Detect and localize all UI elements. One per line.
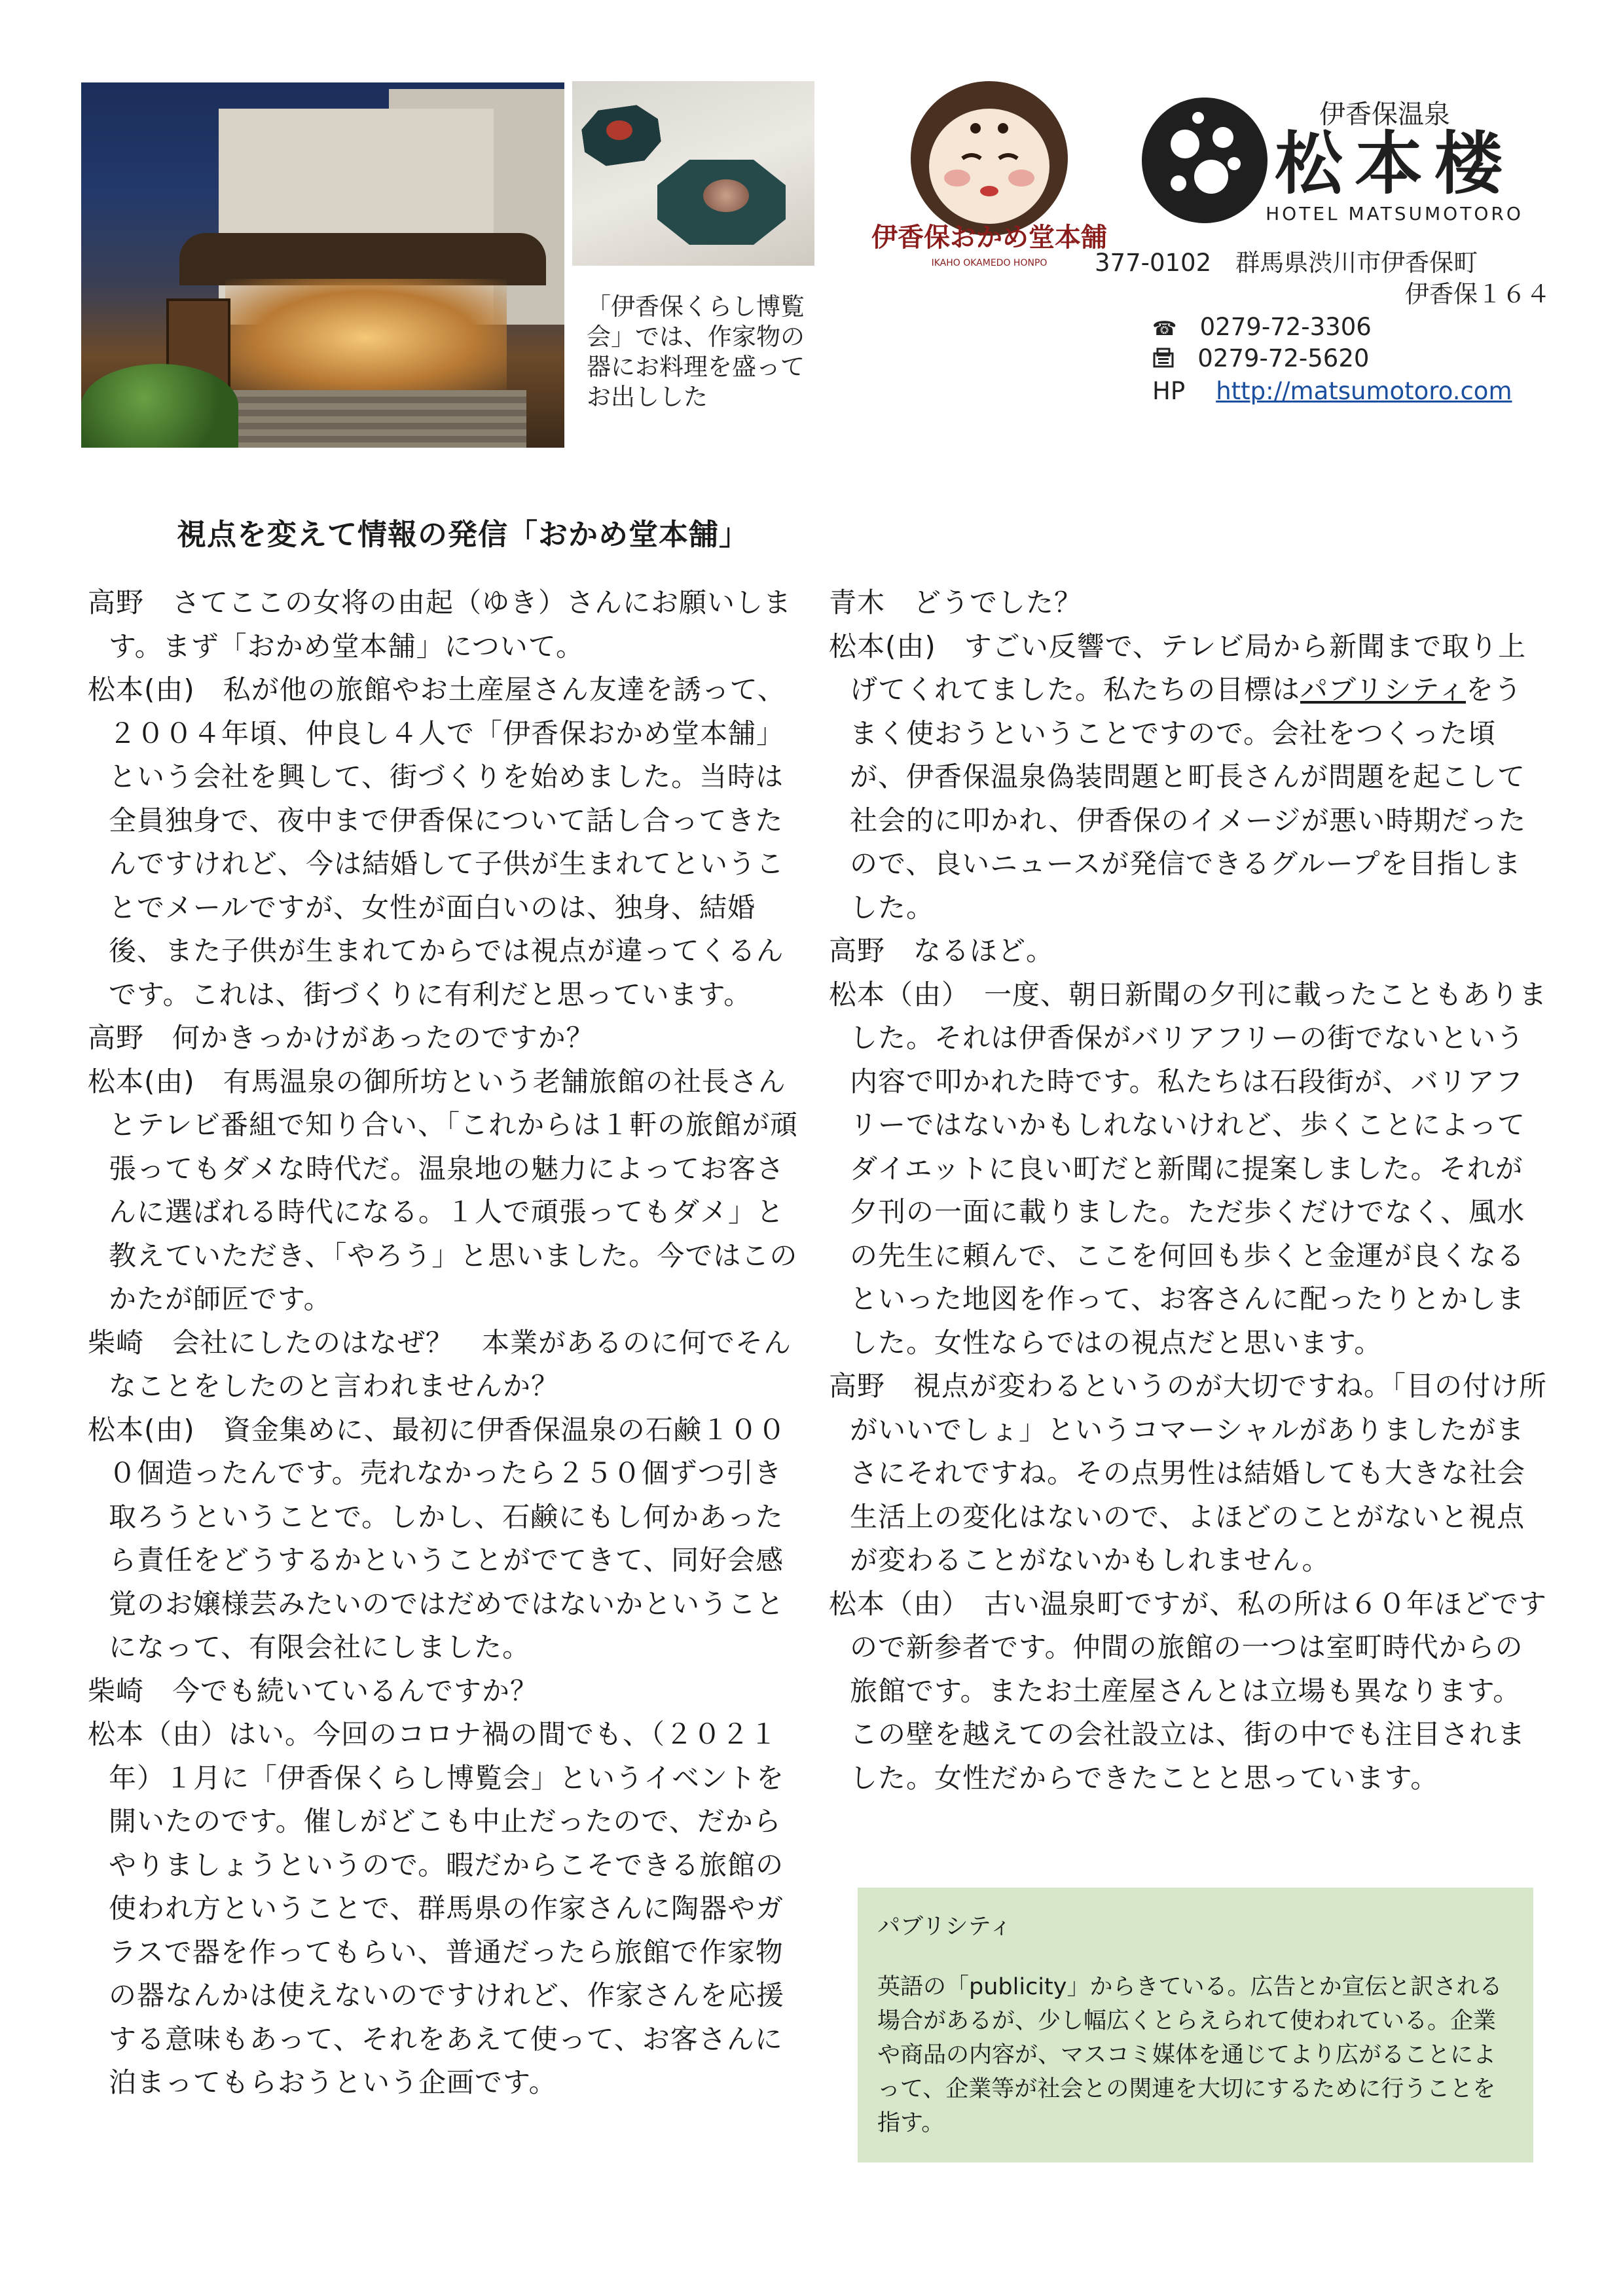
- glossary-note: [858, 1888, 1533, 2162]
- paragraph: 高野 なるほど。: [829, 935, 1055, 967]
- note-body: 英語の「publicity」からきている。広告とか宣伝と訳される場合があるが、少し幅広くとらえられて使われている。企業や商品の内容が、マスコミ媒体を通じてより広がることによって、企業等が社会との関連を大切にするために行うことを指す。: [877, 1974, 1503, 2136]
- paragraph-text: 松本(由) すごい反響で、テレビ局から新聞まで取り上げてくれてました。私たちの目標は: [829, 630, 1527, 706]
- tel-number: 0279-72-3306: [1199, 313, 1372, 341]
- fax-number: 0279-72-5620: [1197, 344, 1370, 372]
- paragraph: 松本(由) 私が他の旅館やお土産屋さん友達を誘って、２００４年頃、仲良し４人で「伊香保おかめ堂本舗」という会社を興して、街づくりを始めました。当時は全員独身で、夜中まで伊香保について話し合ってきたんですけれど、今は結婚して子供が生まれてということでメールですが、女性が面白いのは、独身、結婚後、また子供が生まれてからでは視点が違ってくるんです。これは、街づくりに有利だと思っています。: [88, 673, 786, 1011]
- okame-logo: [871, 75, 1108, 271]
- publicity-term: パブリシティ: [1300, 673, 1466, 706]
- hp-line: [1152, 377, 1512, 406]
- paragraph: 青木 どうでした？: [829, 586, 1083, 619]
- paragraph: 高野 何かきっかけがあったのですか？: [88, 1022, 594, 1054]
- hotel-logo: [1139, 92, 1529, 229]
- paragraph: 柴崎 今でも続いているんですか？: [88, 1674, 539, 1707]
- paragraph: 高野 さてここの女将の由起（ゆき）さんにお願いします。まず「おかめ堂本舗」について。: [88, 586, 792, 662]
- dish-photo: [572, 81, 814, 266]
- paragraph: 柴崎 会社にしたのはなぜ？ 本業があるのに何でそんなことをしたのと言われませんか？: [88, 1326, 792, 1402]
- phone-icon: ☎: [1152, 317, 1177, 340]
- note-title: パブリシティ: [877, 1914, 1012, 1940]
- hp-link[interactable]: http://matsumotoro.com: [1216, 377, 1512, 405]
- tel-line: [1152, 313, 1372, 344]
- hotel-logo-name: 松本楼: [1274, 123, 1515, 204]
- paragraph: 高野 視点が変わるというのが大切ですね。「目の付け所がいいでしょ」というコマーシャルがありましたがまさにそれですね。その点男性は結婚しても大きな社会生活上の変化はないので、よほどのことがないと視点が変わることがないかもしれません。: [829, 1370, 1548, 1576]
- paragraph: [829, 625, 1548, 930]
- article-left-column: [88, 581, 804, 2105]
- okame-logo-text: 伊香保おかめ堂本舗: [871, 222, 1107, 253]
- hp-label: HP: [1152, 377, 1186, 405]
- hotel-logo-roman: HOTEL MATSUMOTORO: [1266, 203, 1523, 224]
- paragraph: 松本（由） 一度、朝日新聞の夕刊に載ったこともありました。それは伊香保がバリアフリーの街でないという内容で叩かれた時です。私たちは石段街が、バリアフリーではないかもしれないけれど、歩くことによってダイエットに良い町だと新聞に提案しました。それが夕刊の一面に載りました。ただ歩くだけでなく、風水の先生に頼んで、ここを何回も歩くと金運が良くなるといった地図を作って、お客さんに配ったりとかしました。女性ならではの視点だと思います。: [829, 978, 1548, 1359]
- paragraph: 松本（由） 古い温泉町ですが、私の所は６０年ほどですので新参者です。仲間の旅館の一つは室町時代からの旅館です。またお土産屋さんとは立場も異なります。この壁を越えての会社設立は、街の中でも注目されました。女性だからできたことと思っています。: [829, 1587, 1548, 1794]
- article-title: 視点を変えて情報の発信「おかめ堂本舗」: [177, 517, 750, 552]
- photo-caption: 「伊香保くらし博覧会」では、作家物の器にお料理を盛ってお出しした: [587, 293, 805, 411]
- fax-line: [1152, 344, 1369, 373]
- hotel-entrance-photo: [81, 82, 564, 448]
- paragraph-text: をうまく使おうということですので。会社をつくった頃が、伊香保温泉偽装問題と町長さんが問題を起こして社会的に叩かれ、伊香保のイメージが悪い時期だったので、良いニュースが発信できるグループを目指しました。: [850, 673, 1527, 924]
- address-line-2: 伊香保１６４: [1405, 280, 1550, 308]
- hotel-logo-kicker: 伊香保温泉: [1319, 99, 1450, 130]
- article-right-column: [829, 581, 1548, 1800]
- paragraph: 松本（由）はい。今回のコロナ禍の間でも、（２０２１年）１月に「伊香保くらし博覧会」というイベントを開いたのです。催しがどこも中止だったので、だからやりましょうというので。暇だからこそできる旅館の使われ方ということで、群馬県の作家さんに陶器やガラスで器を作ってもらい、普通だったら旅館で作家物の器なんかは使えないのですけれど、作家さんを応援する意味もあって、それをあえて使って、お客さんに泊まってもらおうという企画です。: [88, 1718, 785, 2098]
- paragraph: 松本(由) 資金集めに、最初に伊香保温泉の石鹸１０００個造ったんです。売れなかったら２５０個ずつ引き取ろうということで。しかし、石鹸にもし何かあったら責任をどうするかということがでてきて、同好会感覚のお嬢様芸みたいのではだめではないかということになって、有限会社にしました。: [88, 1413, 786, 1663]
- fax-icon: [1152, 347, 1175, 369]
- okame-logo-subtext: IKAHO OKAMEDO HONPO: [931, 258, 1048, 268]
- paragraph: 松本(由) 有馬温泉の御所坊という老舗旅館の社長さんとテレビ番組で知り合い、「これからは１軒の旅館が頑張ってもダメな時代だ。温泉地の魅力によってお客さんに選ばれる時代になる。１人で頑張ってもダメ」と教えていただき、「やろう」と思いました。今ではこのかたが師匠です。: [88, 1065, 799, 1315]
- address-line-1: 377-0102 群馬県渋川市伊香保町: [1095, 249, 1478, 277]
